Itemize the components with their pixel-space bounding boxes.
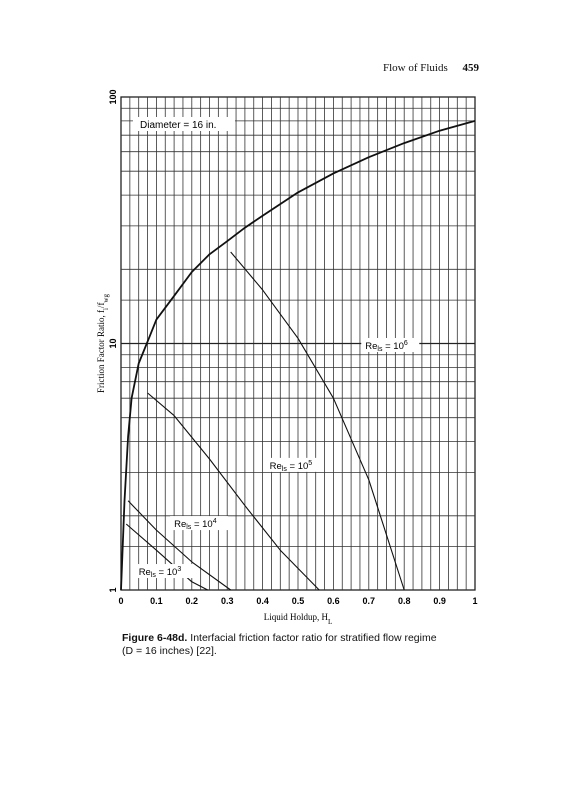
x-tick-label: 0.2	[185, 596, 199, 606]
series-line-1	[231, 252, 405, 590]
x-tick-label: 0.7	[362, 596, 376, 606]
x-tick-label: 0.5	[291, 596, 305, 606]
x-tick-labels	[118, 596, 477, 606]
y-tick-labels	[108, 89, 118, 592]
diameter-annotation	[133, 117, 235, 131]
series-label: $Re_{ls} = 10^5$	[269, 459, 313, 473]
x-axis-label: Liquid Holdup, $H_L$	[263, 612, 333, 626]
caption-text-2: (D = 16 inches) [22].	[122, 645, 217, 657]
x-tick-label: 0.6	[327, 596, 340, 606]
series-label: $Re_{ls} = 10^4$	[174, 518, 217, 532]
figure-caption	[122, 632, 482, 658]
caption-text: Interfacial friction factor ratio for stratified flow regime	[190, 632, 437, 644]
x-tick-label: 1	[472, 596, 478, 606]
x-tick-label: 0.8	[397, 596, 411, 606]
x-tick-label: 0.9	[433, 596, 446, 606]
y-tick-label: 100	[108, 89, 118, 105]
series-line-2	[148, 393, 320, 590]
y-tick-label: 1	[108, 587, 118, 593]
series-label: $Re_{ls} = 10^6$	[365, 339, 408, 353]
annotation-text: Diameter = 16 in.	[140, 120, 217, 131]
y-axis-label: Friction Factor Ratio, $f_i/f_{wg}$	[96, 293, 110, 394]
x-tick-label: 0	[118, 596, 124, 606]
x-tick-label: 0.1	[150, 596, 163, 606]
series-label: $Re_{ls} = 10^3$	[138, 566, 182, 580]
x-tick-label: 0.4	[256, 596, 269, 606]
y-tick-label: 10	[108, 338, 118, 349]
series-labels	[135, 338, 420, 579]
figure-label: Figure 6-48d.	[122, 632, 188, 644]
page-number: 459	[462, 62, 479, 74]
running-title: Flow of Fluids	[382, 62, 448, 74]
x-tick-label: 0.3	[220, 596, 234, 606]
